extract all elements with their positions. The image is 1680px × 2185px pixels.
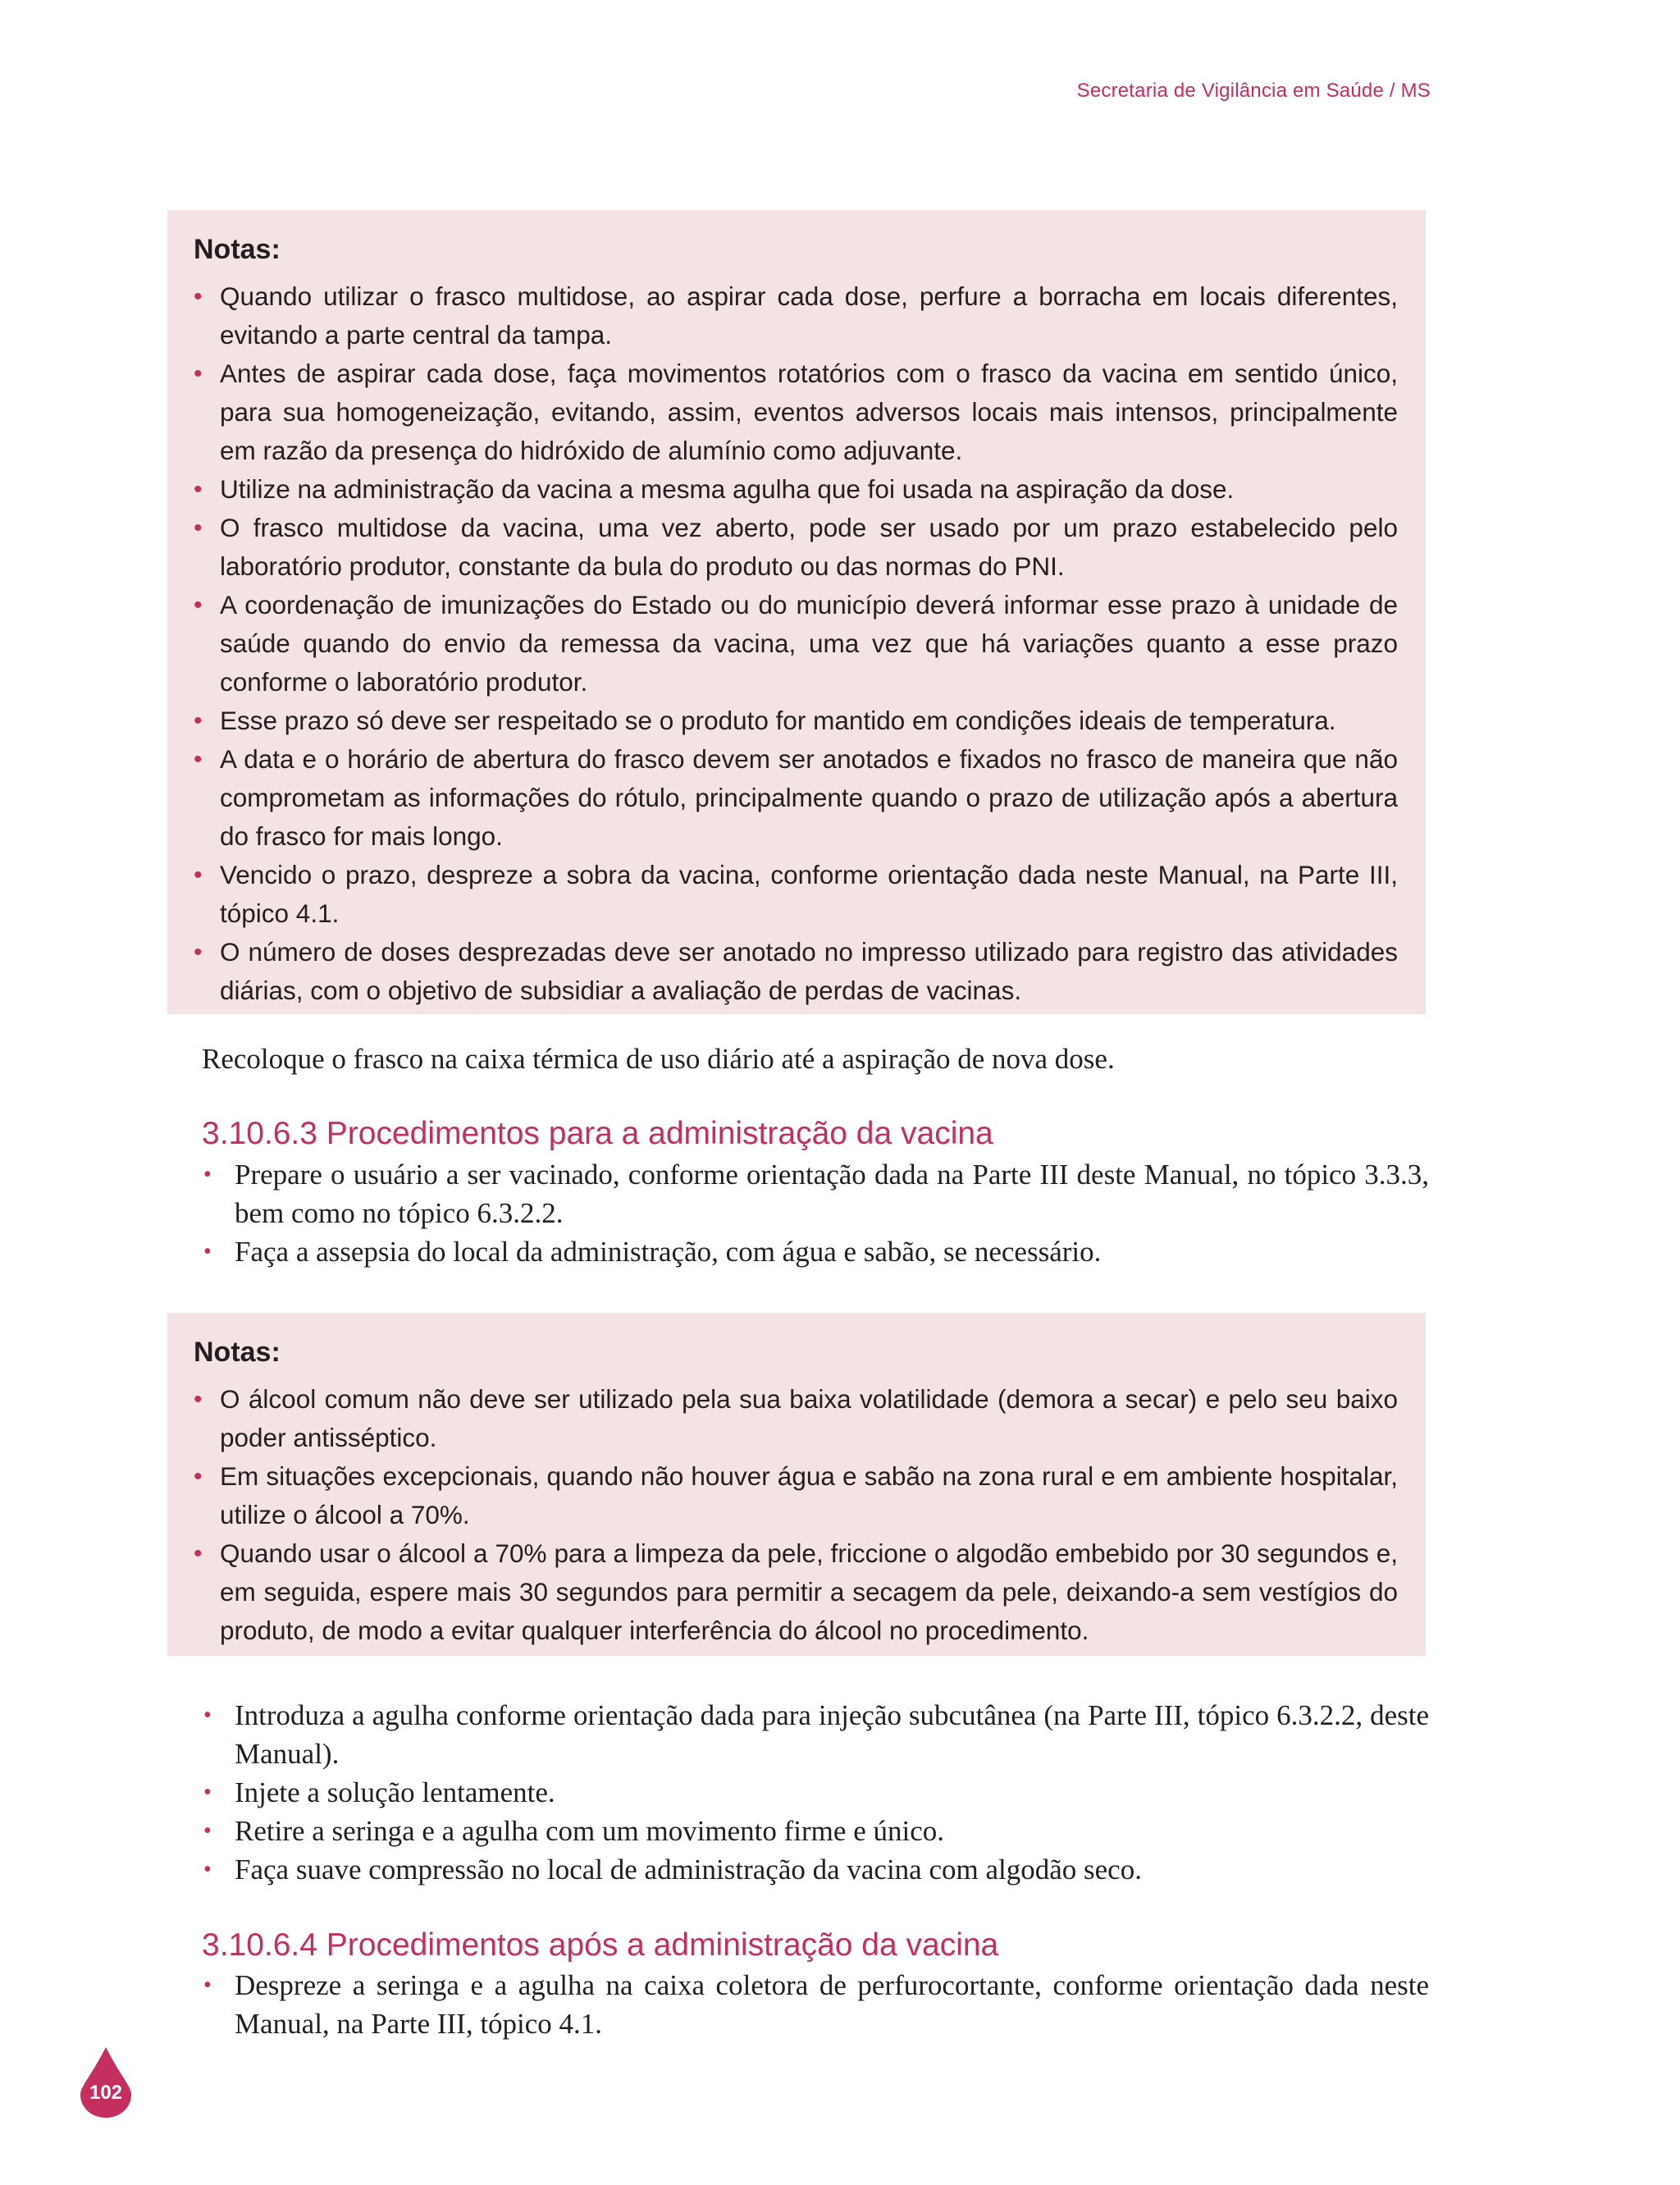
running-header: Secretaria de Vigilância em Saúde / MS bbox=[1076, 80, 1431, 102]
section-heading: 3.10.6.3 Procedimentos para a administração da vacina bbox=[202, 1116, 993, 1151]
note-item: • O frasco multidose da vacina, uma vez aberto, pode ser usado por um prazo estabelecido pelo laboratório produtor, constante da bula do produto ou das normas do PNI. bbox=[194, 509, 1398, 586]
notes-heading: Notas: bbox=[194, 234, 281, 265]
bullet-icon: • bbox=[194, 1540, 203, 1567]
note-item: • A data e o horário de abertura do frasco devem ser anotados e fixados no frasco de maneira que não comprometam as informações do rótulo, principalmente quando o prazo de utilização após a abertura do frasco for mais longo. bbox=[194, 740, 1398, 856]
bullet-icon: • bbox=[203, 1239, 212, 1264]
note-item: • Quando utilizar o frasco multidose, ao aspirar cada dose, perfure a borracha em locais diferentes, evitando a parte central da tampa. bbox=[194, 277, 1398, 354]
bullet-icon: • bbox=[203, 1972, 212, 1998]
note-item: • Quando usar o álcool a 70% para a limpeza da pele, friccione o algodão embebido por 30 segundos e, em seguida, espere mais 30 segundos para permitir a secagem da pele, deixando-a sem vestígios do produto, de modo a evitar qualquer interferência do álcool no procedimento. bbox=[194, 1534, 1398, 1650]
bullet-icon: • bbox=[194, 360, 203, 387]
bullet-icon: • bbox=[194, 707, 203, 734]
bullet-icon: • bbox=[194, 592, 203, 619]
note-item: • Vencido o prazo, despreze a sobra da vacina, conforme orientação dada neste Manual, na Parte III, tópico 4.1. bbox=[194, 856, 1398, 933]
list-item: • Introduza a agulha conforme orientação dada para injeção subcutânea (na Parte III, tópico 6.3.2.2, deste Manual). bbox=[202, 1696, 1429, 1773]
list-item: • Prepare o usuário a ser vacinado, conforme orientação dada na Parte III deste Manual, no tópico 3.3.3, bem como no tópico 6.3.2.2. bbox=[202, 1155, 1429, 1232]
bullet-icon: • bbox=[194, 1463, 203, 1490]
procedure-list bbox=[202, 1966, 1429, 2043]
bullet-icon: • bbox=[194, 283, 203, 310]
note-item: • O álcool comum não deve ser utilizado pela sua baixa volatilidade (demora a secar) e pelo seu baixo poder antisséptico. bbox=[194, 1380, 1398, 1457]
note-item: • Em situações excepcionais, quando não houver água e sabão na zona rural e em ambiente hospitalar, utilize o álcool a 70%. bbox=[194, 1457, 1398, 1534]
section-heading: 3.10.6.4 Procedimentos após a administração da vacina bbox=[202, 1927, 999, 1963]
bullet-icon: • bbox=[194, 862, 203, 889]
list-item: • Injete a solução lentamente. bbox=[202, 1773, 1429, 1812]
notes-list bbox=[194, 277, 1398, 1010]
notes-box-2 bbox=[167, 1313, 1426, 1656]
note-item: • Utilize na administração da vacina a mesma agulha que foi usada na aspiração da dose. bbox=[194, 470, 1398, 509]
notes-heading: Notas: bbox=[194, 1337, 281, 1368]
note-item: • Esse prazo só deve ser respeitado se o produto for mantido em condições ideais de temperatura. bbox=[194, 702, 1398, 740]
page-number-badge bbox=[80, 2047, 131, 2118]
bullet-icon: • bbox=[194, 939, 203, 966]
body-paragraph: Recoloque o frasco na caixa térmica de uso diário até a aspiração de nova dose. bbox=[202, 1043, 1115, 1075]
list-item: • Retire a seringa e a agulha com um movimento firme e único. bbox=[202, 1812, 1429, 1850]
procedure-list bbox=[202, 1696, 1429, 1889]
procedure-list bbox=[202, 1155, 1429, 1271]
bullet-icon: • bbox=[203, 1162, 212, 1187]
bullet-icon: • bbox=[203, 1703, 212, 1728]
list-item: • Faça suave compressão no local de administração da vacina com algodão seco. bbox=[202, 1850, 1429, 1889]
bullet-icon: • bbox=[203, 1780, 212, 1805]
notes-list bbox=[194, 1380, 1398, 1650]
bullet-icon: • bbox=[203, 1857, 212, 1882]
bullet-icon: • bbox=[194, 514, 203, 542]
notes-box-1 bbox=[167, 210, 1426, 1014]
bullet-icon: • bbox=[194, 746, 203, 773]
note-item: • A coordenação de imunizações do Estado ou do município deverá informar esse prazo à unidade de saúde quando do envio da remessa da vacina, uma vez que há variações quanto a esse prazo conforme o laboratório produtor. bbox=[194, 586, 1398, 702]
note-item: • Antes de aspirar cada dose, faça movimentos rotatórios com o frasco da vacina em sentido único, para sua homogeneização, evitando, assim, eventos adversos locais mais intensos, principalmente em razão da presença do hidróxido de alumínio como adjuvante. bbox=[194, 354, 1398, 470]
bullet-icon: • bbox=[194, 1386, 203, 1413]
list-item: • Despreze a seringa e a agulha na caixa coletora de perfurocortante, conforme orientação dada neste Manual, na Parte III, tópico 4.1. bbox=[202, 1966, 1429, 2043]
list-item: • Faça a assepsia do local da administração, com água e sabão, se necessário. bbox=[202, 1232, 1429, 1271]
bullet-icon: • bbox=[194, 476, 203, 503]
bullet-icon: • bbox=[203, 1818, 212, 1844]
note-item: • O número de doses desprezadas deve ser anotado no impresso utilizado para registro das atividades diárias, com o objetivo de subsidiar a avaliação de perdas de vacinas. bbox=[194, 933, 1398, 1010]
page-number: 102 bbox=[89, 2082, 123, 2104]
